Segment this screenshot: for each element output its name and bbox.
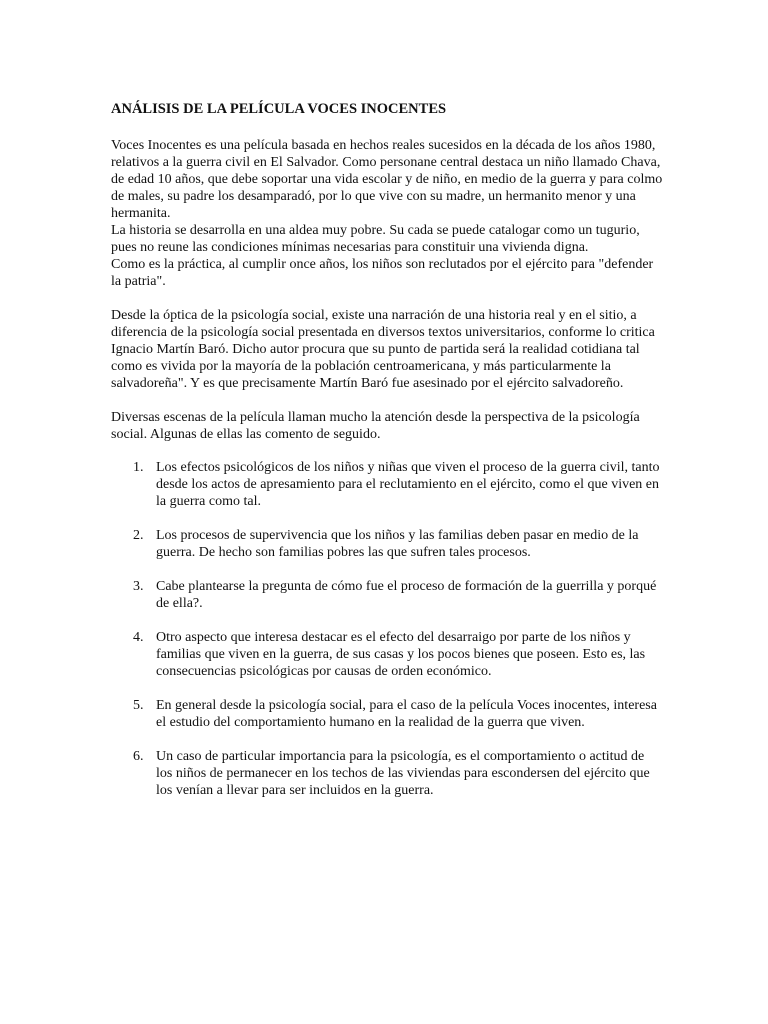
list-item-text: En general desde la psicología social, para el caso de la película Voces inocentes, interesa el estudio del comportamiento humano en la realidad de la guerra que viven. — [156, 698, 657, 730]
analysis-list — [111, 459, 663, 799]
list-item-number: 1. — [133, 460, 144, 475]
document-title: ANÁLISIS DE LA PELÍCULA VOCES INOCENTES — [111, 101, 447, 117]
list-item — [111, 748, 663, 799]
list-item-text: Cabe plantearse la pregunta de cómo fue el proceso de formación de la guerrilla y porqué de ella?. — [156, 579, 657, 611]
intro-paragraph: Voces Inocentes es una película basada en hechos reales sucesidos en la década de los años 1980, relativos a la guerra civil en El Salvador. Como personane central destaca un niño llamado Chava, de edad 10 años, que debe soportar una vida escolar y de niño, en medio de la guerra y para colmo de males, su padre los desamparadó, por lo que vive con su madre, un hermanito menor y una hermanita. — [111, 138, 663, 221]
document-page — [111, 100, 663, 816]
recruitment-paragraph: Como es la práctica, al cumplir once años, los niños son reclutados por el ejército para "defender la patria". — [111, 257, 654, 289]
setting-paragraph: La historia se desarrolla en una aldea muy pobre. Su cada se puede catalogar como un tugurio, pues no reune las condiciones mínimas necesarias para constituir una vivienda digna. — [111, 223, 640, 255]
list-item-text: Otro aspecto que interesa destacar es el efecto del desarraigo por parte de los niños y familias que viven en la guerra, de sus casas y los pocos bienes que poseen. Esto es, las consecuencias psicológicas por causas de orden económico. — [156, 630, 646, 679]
list-item — [111, 527, 663, 561]
paragraph-spacer — [111, 290, 663, 307]
scenes-intro-paragraph: Diversas escenas de la película llaman mucho la atención desde la perspectiva de la psicología social. Algunas de ellas las comento de seguido. — [111, 410, 640, 442]
list-item — [111, 697, 663, 731]
list-item-number: 2. — [133, 528, 144, 543]
list-item — [111, 459, 663, 510]
list-item-text: Un caso de particular importancia para la psicología, es el comportamiento o actitud de los niños de permanecer en los techos de las viviendas para escondersen del ejército que los venían a llevar para ser incluidos en la guerra. — [156, 749, 650, 798]
list-item-number: 6. — [133, 749, 144, 764]
list-item — [111, 629, 663, 680]
paragraph-spacer — [111, 392, 663, 409]
social-psychology-paragraph: Desde la óptica de la psicología social, existe una narración de una historia real y en el sitio, a diferencia de la psicología social presentada en diversos textos universitarios, conforme lo critica Ignacio Martín Baró. Dicho autor procura que su punto de partida será la realidad cotidiana tal como es vivida por la mayoría de la población centroamericana, y más particularmente la salvadoreña". Y es que precisamente Martín Baró fue asesinado por el ejército salvadoreño. — [111, 308, 655, 391]
list-item-number: 3. — [133, 579, 144, 594]
list-item-text: Los efectos psicológicos de los niños y niñas que viven el proceso de la guerra civil, tanto desde los actos de apresamiento para el reclutamiento en el ejército, como el que viven en la guerra como tal. — [156, 460, 660, 509]
list-item-number: 4. — [133, 630, 144, 645]
list-item — [111, 578, 663, 612]
list-item-text: Los procesos de supervivencia que los niños y las familias deben pasar en medio de la guerra. De hecho son familias pobres las que sufren tales procesos. — [156, 528, 639, 560]
list-item-number: 5. — [133, 698, 144, 713]
